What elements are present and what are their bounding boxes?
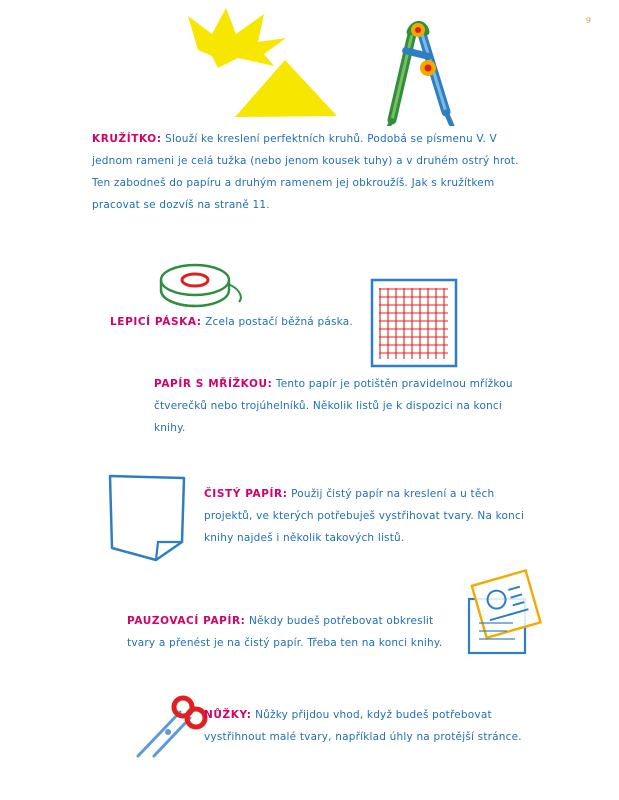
entry-term-papir-s-mrizkou: PAPÍR S MŘÍŽKOU: — [154, 378, 273, 390]
blank-paper-icon — [100, 468, 196, 564]
entry-body-papir-s-mrizkou: Tento papír je potištěn pravidelnou mřížkou čtverečků nebo trojúhelníků. Několik listů je k dispozici na konci knihy. — [154, 378, 513, 434]
entry-kruzitko — [92, 128, 540, 216]
entry-body-cisty-papir: Použij čistý papír na kreslení a u těch projektů, ve kterých potřebuješ vystřihovat tvary. Na konci knihy najdeš i několik takových listů. — [204, 488, 525, 544]
scissors-icon — [128, 692, 208, 764]
tracing-paper-icon — [455, 565, 555, 665]
entry-term-kruzitko: KRUŽÍTKO: — [92, 133, 162, 145]
entry-cisty-papir — [204, 483, 544, 549]
entry-term-nuzky: NŮŽKY: — [204, 709, 252, 721]
entry-term-cisty-papir: ČISTÝ PAPÍR: — [204, 488, 288, 500]
page-number: 9 — [585, 16, 591, 25]
entry-nuzky — [204, 704, 540, 748]
entry-papir-s-mrizkou — [154, 373, 524, 439]
entry-body-kruzitko: Slouží ke kreslení perfektních kruhů. Podobá se písmenu V. V jednom rameni je celá tužka (nebo jenom kousek tuhy) a v druhém ostrý hrot. Ten zabodneš do papíru a druhým ramenem jej obkroužíš. Jak s kružítkem pracovat se dozvíš na straně 11. — [92, 133, 519, 211]
compass-icon — [378, 16, 468, 126]
entry-lepici-paska — [110, 311, 530, 333]
tape-roll-icon — [140, 258, 250, 318]
entry-body-nuzky: Nůžky přijdou vhod, když budeš potřebovat vystřihnout malé tvary, například úhly na protější stránce. — [204, 709, 522, 743]
entry-term-lepici-paska: LEPICÍ PÁSKA: — [110, 316, 202, 328]
entry-term-pauzovaci-papir: PAUZOVACÍ PAPÍR: — [127, 615, 246, 627]
entry-pauzovaci-papir — [127, 610, 457, 654]
entry-body-pauzovaci-papir: Někdy budeš potřebovat obkreslit tvary a přenést je na čistý papír. Třeba ten na konci knihy. — [127, 615, 443, 649]
triangle-shape-icon — [233, 60, 339, 118]
star-shape-icon — [178, 8, 298, 68]
entry-body-lepici-paska: Zcela postačí běžná páska. — [201, 316, 353, 328]
